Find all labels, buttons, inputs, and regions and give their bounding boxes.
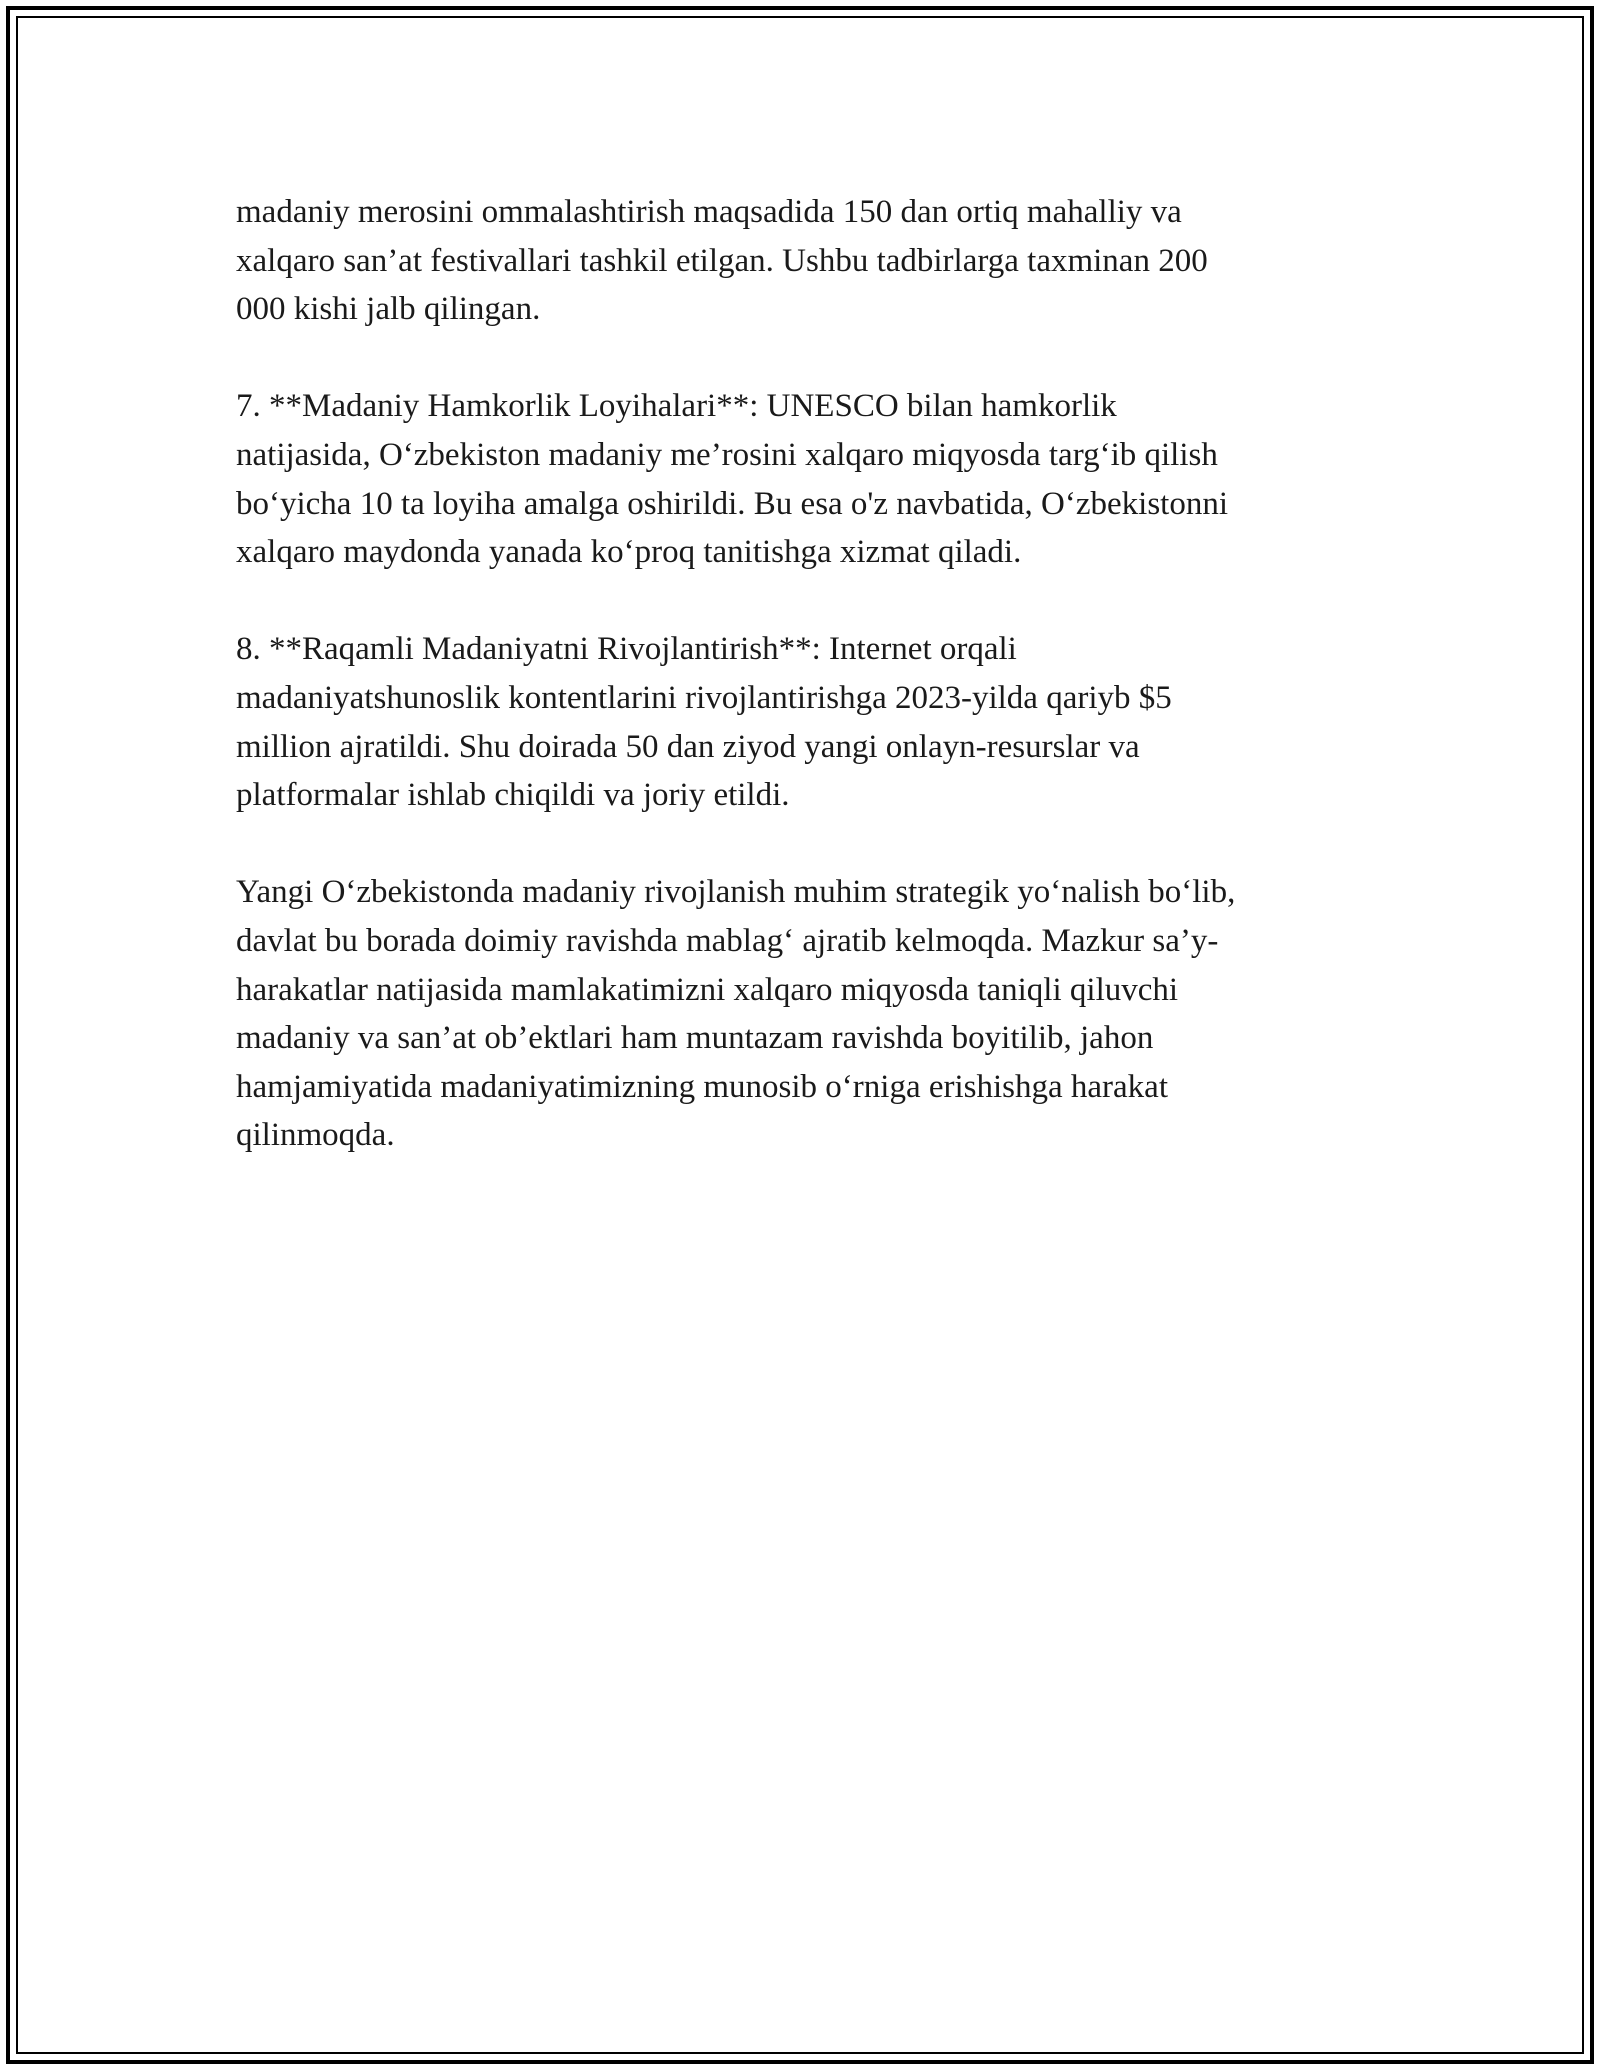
text-line: million ajratildi. Shu doirada 50 dan ziyod yangi onlayn-resurslar va [236, 728, 1140, 765]
paragraph-cultural-cooperation [236, 382, 1366, 576]
text-line: hamjamiyatida madaniyatimizning munosib o‘rniga erishishga harakat [236, 1068, 1168, 1105]
paragraph-festivals [236, 188, 1366, 334]
text-line: 7. **Madaniy Hamkorlik Loyihalari**: UNESCO bilan hamkorlik [236, 388, 1117, 425]
text-line: natijasida, O‘zbekiston madaniy me’rosini xalqaro miqyosda targ‘ib qilish [236, 436, 1218, 473]
text-line: xalqaro maydonda yanada ko‘proq tanitishga xizmat qiladi. [236, 534, 1022, 571]
text-line: harakatlar natijasida mamlakatimizni xalqaro miqyosda taniqli qiluvchi [236, 971, 1179, 1008]
document-body [236, 188, 1366, 1208]
text-line: 000 kishi jalb qilingan. [236, 291, 541, 328]
paragraph-digital-culture [236, 625, 1366, 819]
text-line: madaniy merosini ommalashtirish maqsadida 150 dan ortiq mahalliy va [236, 194, 1182, 230]
text-line: bo‘yicha 10 ta loyiha amalga oshirildi. Bu esa o'z navbatida, O‘zbekistonni [236, 485, 1229, 522]
text-line: qilinmoqda. [236, 1117, 395, 1154]
text-line: 8. **Raqamli Madaniyatni Rivojlantirish**: Internet orqali [236, 631, 1017, 668]
paragraph-conclusion [236, 868, 1366, 1160]
text-line: davlat bu borada doimiy ravishda mablag‘ ajratib kelmoqda. Mazkur sa’y- [236, 922, 1219, 959]
text-line: madaniy va san’at ob’ektlari ham muntazam ravishda boyitilib, jahon [236, 1020, 1154, 1057]
text-line: xalqaro san’at festivallari tashkil etilgan. Ushbu tadbirlarga taxminan 200 [236, 242, 1208, 279]
text-line: madaniyatshunoslik kontentlarini rivojlantirishga 2023-yilda qariyb $5 [236, 679, 1172, 716]
text-line: platformalar ishlab chiqildi va joriy etildi. [236, 777, 790, 814]
text-line: Yangi O‘zbekistonda madaniy rivojlanish muhim strategik yo‘nalish bo‘lib, [236, 874, 1236, 911]
